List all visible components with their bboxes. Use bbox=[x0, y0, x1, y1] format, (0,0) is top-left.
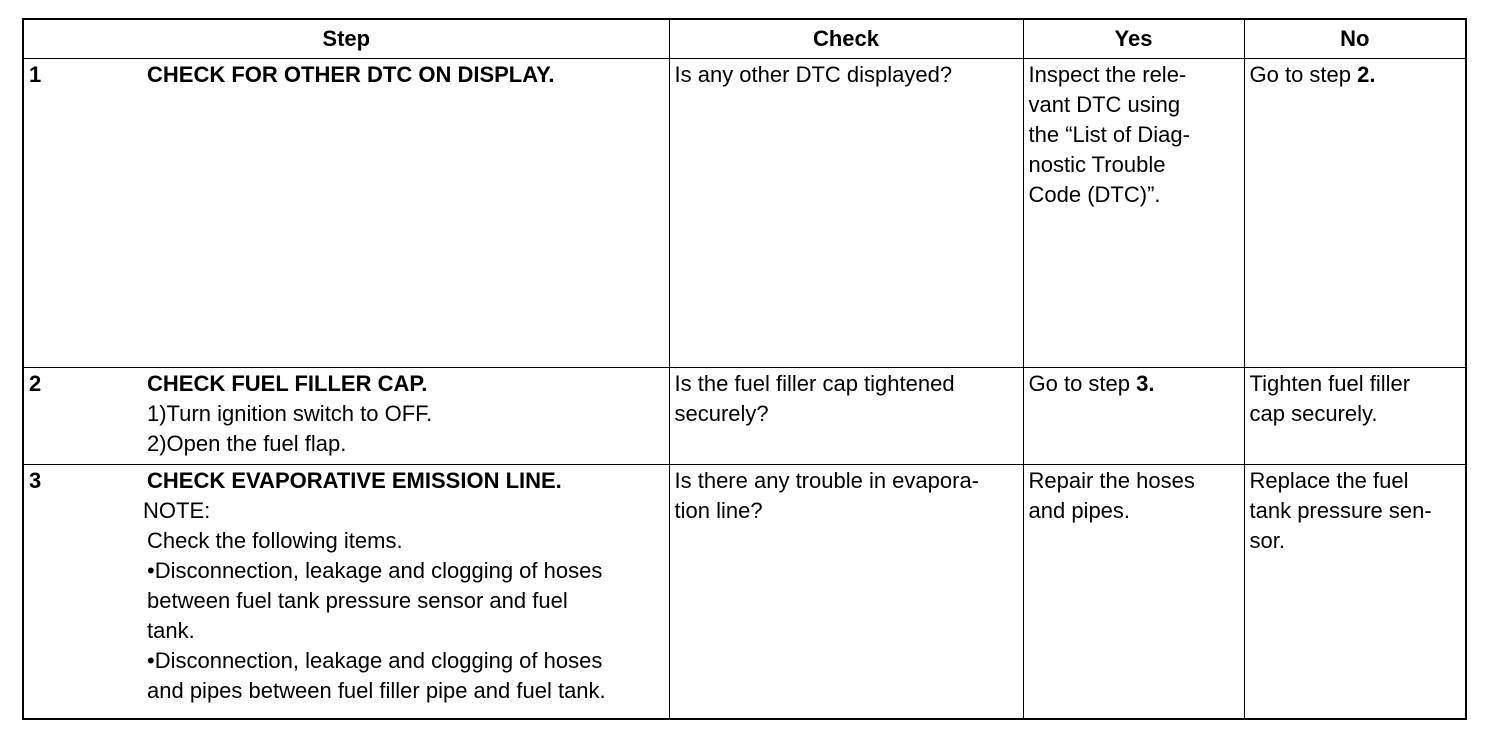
no-cell bbox=[1244, 465, 1466, 719]
yes-cell bbox=[1023, 59, 1244, 368]
step-instruction: 1)Turn ignition switch to OFF. bbox=[147, 401, 433, 426]
check-cell bbox=[669, 59, 1023, 368]
table-row bbox=[23, 59, 1466, 368]
header-row bbox=[23, 19, 1466, 59]
check-text: Is the fuel filler cap tightened bbox=[674, 371, 955, 396]
step-instruction: •Disconnection, leakage and clogging of hoses bbox=[147, 558, 603, 583]
step-title: CHECK FOR OTHER DTC ON DISPLAY. bbox=[147, 62, 555, 87]
header-step: Step bbox=[23, 19, 669, 59]
header-yes: Yes bbox=[1023, 19, 1244, 59]
no-text: Replace the fuel bbox=[1249, 468, 1409, 493]
yes-cell bbox=[1023, 368, 1244, 465]
yes-text: Repair the hoses bbox=[1028, 468, 1195, 493]
step-cell bbox=[23, 368, 669, 465]
step-instruction: 2)Open the fuel flap. bbox=[147, 431, 347, 456]
check-text: Is there any trouble in evapora- bbox=[674, 468, 980, 493]
yes-text: and pipes. bbox=[1028, 498, 1131, 523]
table-row bbox=[23, 465, 1466, 719]
check-cell bbox=[669, 465, 1023, 719]
no-text: tank pressure sen- bbox=[1249, 498, 1432, 523]
check-cell bbox=[669, 368, 1023, 465]
step-instruction: tank. bbox=[147, 618, 195, 643]
step-instruction: between fuel tank pressure sensor and fuel bbox=[147, 588, 568, 613]
no-step-ref: 2. bbox=[1357, 62, 1376, 87]
check-text: securely? bbox=[674, 401, 769, 426]
step-cell bbox=[23, 59, 669, 368]
step-title: CHECK EVAPORATIVE EMISSION LINE. bbox=[147, 468, 562, 493]
yes-cell bbox=[1023, 465, 1244, 719]
yes-step-ref: 3. bbox=[1136, 371, 1155, 396]
note-label: NOTE: bbox=[143, 498, 211, 523]
step-instruction: Check the following items. bbox=[147, 528, 403, 553]
no-text: Tighten fuel filler bbox=[1249, 371, 1411, 396]
step-number: 3 bbox=[29, 468, 42, 493]
step-number: 2 bbox=[29, 371, 42, 396]
yes-text: vant DTC using bbox=[1028, 92, 1181, 117]
table-row bbox=[23, 368, 1466, 465]
no-text: Go to step bbox=[1249, 62, 1358, 87]
yes-text: nostic Trouble bbox=[1028, 152, 1166, 177]
no-text: sor. bbox=[1249, 528, 1285, 553]
step-title: CHECK FUEL FILLER CAP. bbox=[147, 371, 428, 396]
no-cell bbox=[1244, 368, 1466, 465]
yes-text: Inspect the rele- bbox=[1028, 62, 1187, 87]
check-text: Is any other DTC displayed? bbox=[674, 62, 953, 87]
yes-text: the “List of Diag- bbox=[1028, 122, 1190, 147]
step-instruction: •Disconnection, leakage and clogging of hoses bbox=[147, 648, 603, 673]
step-number: 1 bbox=[29, 62, 42, 87]
diagnostic-table bbox=[22, 18, 1467, 720]
step-cell bbox=[23, 465, 669, 719]
no-cell bbox=[1244, 59, 1466, 368]
yes-text: Code (DTC)”. bbox=[1028, 182, 1161, 207]
check-text: tion line? bbox=[674, 498, 763, 523]
no-text: cap securely. bbox=[1249, 401, 1378, 426]
header-no: No bbox=[1244, 19, 1466, 59]
yes-text: Go to step bbox=[1028, 371, 1137, 396]
step-instruction: and pipes between fuel filler pipe and fuel tank. bbox=[147, 678, 606, 703]
header-check: Check bbox=[669, 19, 1023, 59]
